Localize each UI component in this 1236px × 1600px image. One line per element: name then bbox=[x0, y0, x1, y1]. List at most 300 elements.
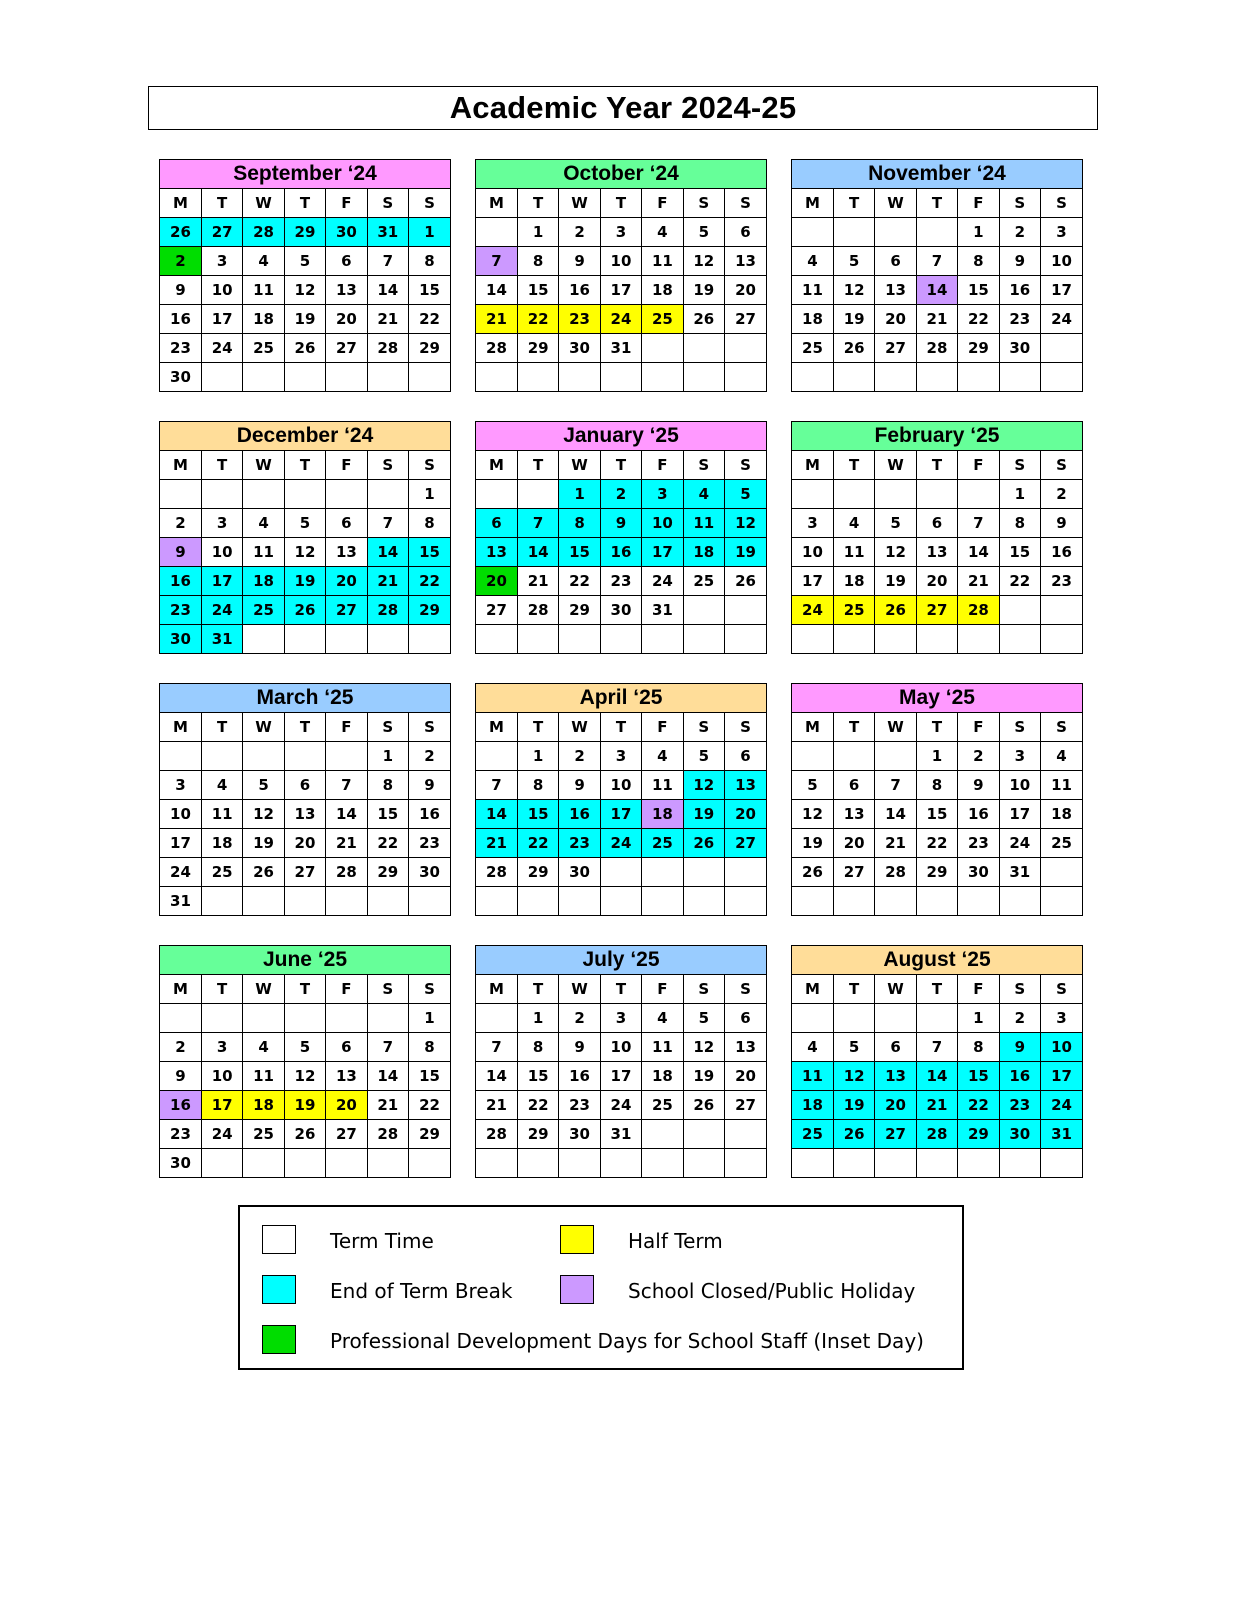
empty-day-cell bbox=[559, 1149, 600, 1178]
day-cell: 22 bbox=[517, 1091, 558, 1120]
day-cell: 22 bbox=[409, 1091, 450, 1120]
day-cell: 8 bbox=[517, 1033, 558, 1062]
day-cell: 28 bbox=[243, 218, 284, 247]
day-cell: 14 bbox=[517, 538, 558, 567]
legend-label-end-of-term-break: End of Term Break bbox=[330, 1279, 513, 1303]
day-cell: 8 bbox=[409, 247, 450, 276]
day-cell: 6 bbox=[326, 247, 367, 276]
day-cell: 31 bbox=[201, 625, 242, 654]
empty-day-cell bbox=[683, 1149, 724, 1178]
day-cell: 27 bbox=[725, 305, 766, 334]
day-cell: 20 bbox=[875, 1091, 916, 1120]
week-row bbox=[476, 1149, 766, 1178]
day-cell: 8 bbox=[367, 771, 408, 800]
day-cell: 15 bbox=[517, 276, 558, 305]
day-cell: 1 bbox=[517, 218, 558, 247]
day-cell: 11 bbox=[1041, 771, 1082, 800]
day-cell: 31 bbox=[160, 887, 201, 916]
day-cell: 27 bbox=[725, 829, 766, 858]
day-cell: 29 bbox=[517, 334, 558, 363]
day-cell: 6 bbox=[284, 771, 325, 800]
day-cell: 22 bbox=[958, 305, 999, 334]
day-cell: 14 bbox=[958, 538, 999, 567]
legend-label-inset-day: Professional Development Days for School Staff (Inset Day) bbox=[330, 1329, 924, 1353]
empty-day-cell bbox=[476, 742, 517, 771]
day-cell: 25 bbox=[243, 334, 284, 363]
day-cell: 2 bbox=[559, 218, 600, 247]
day-cell: 5 bbox=[683, 1004, 724, 1033]
day-cell: 14 bbox=[476, 800, 517, 829]
day-cell: 26 bbox=[683, 305, 724, 334]
day-cell: 8 bbox=[958, 247, 999, 276]
day-cell: 26 bbox=[792, 858, 833, 887]
day-cell: 15 bbox=[517, 800, 558, 829]
empty-day-cell bbox=[326, 1004, 367, 1033]
empty-day-cell bbox=[409, 1149, 450, 1178]
month-table bbox=[476, 451, 766, 653]
empty-day-cell bbox=[999, 363, 1040, 392]
day-cell: 4 bbox=[683, 480, 724, 509]
day-cell: 31 bbox=[1041, 1120, 1082, 1149]
empty-day-cell bbox=[916, 625, 957, 654]
day-cell: 19 bbox=[284, 567, 325, 596]
day-cell: 1 bbox=[958, 218, 999, 247]
weekday-label: M bbox=[476, 975, 517, 1004]
week-row bbox=[792, 567, 1082, 596]
day-cell: 3 bbox=[792, 509, 833, 538]
month-title: May ‘25 bbox=[792, 684, 1082, 713]
empty-day-cell bbox=[792, 480, 833, 509]
day-cell: 22 bbox=[999, 567, 1040, 596]
day-cell: 28 bbox=[367, 596, 408, 625]
weekday-label: M bbox=[476, 713, 517, 742]
day-cell: 1 bbox=[409, 218, 450, 247]
day-cell: 28 bbox=[916, 334, 957, 363]
day-cell: 8 bbox=[517, 247, 558, 276]
day-cell: 17 bbox=[1041, 276, 1082, 305]
weekday-header-row bbox=[160, 975, 450, 1004]
day-cell: 23 bbox=[409, 829, 450, 858]
week-row bbox=[160, 771, 450, 800]
empty-day-cell bbox=[517, 887, 558, 916]
day-cell: 13 bbox=[284, 800, 325, 829]
day-cell: 2 bbox=[1041, 480, 1082, 509]
weekday-label: T bbox=[916, 713, 957, 742]
month-table bbox=[792, 451, 1082, 653]
empty-day-cell bbox=[559, 887, 600, 916]
empty-day-cell bbox=[683, 625, 724, 654]
weekday-header-row bbox=[476, 189, 766, 218]
weekday-header-row bbox=[160, 189, 450, 218]
empty-day-cell bbox=[792, 625, 833, 654]
week-row bbox=[160, 887, 450, 916]
weekday-label: W bbox=[875, 713, 916, 742]
week-row bbox=[160, 363, 450, 392]
day-cell: 7 bbox=[875, 771, 916, 800]
empty-day-cell bbox=[476, 363, 517, 392]
month-title: April ‘25 bbox=[476, 684, 766, 713]
week-row bbox=[792, 247, 1082, 276]
empty-day-cell bbox=[999, 625, 1040, 654]
day-cell: 10 bbox=[201, 276, 242, 305]
day-cell: 24 bbox=[201, 334, 242, 363]
day-cell: 21 bbox=[875, 829, 916, 858]
day-cell: 30 bbox=[326, 218, 367, 247]
day-cell: 22 bbox=[517, 305, 558, 334]
day-cell: 6 bbox=[725, 218, 766, 247]
empty-day-cell bbox=[916, 1004, 957, 1033]
day-cell: 22 bbox=[409, 305, 450, 334]
day-cell: 27 bbox=[326, 1120, 367, 1149]
day-cell: 20 bbox=[326, 305, 367, 334]
day-cell: 6 bbox=[476, 509, 517, 538]
empty-day-cell bbox=[683, 1120, 724, 1149]
week-row bbox=[476, 480, 766, 509]
day-cell: 19 bbox=[875, 567, 916, 596]
empty-day-cell bbox=[600, 887, 641, 916]
day-cell: 17 bbox=[600, 800, 641, 829]
week-row bbox=[476, 509, 766, 538]
weekday-label: M bbox=[160, 975, 201, 1004]
weekday-header-row bbox=[160, 713, 450, 742]
day-cell: 11 bbox=[243, 276, 284, 305]
weekday-header-row bbox=[160, 451, 450, 480]
day-cell: 16 bbox=[1041, 538, 1082, 567]
day-cell: 27 bbox=[875, 334, 916, 363]
day-cell: 18 bbox=[1041, 800, 1082, 829]
empty-day-cell bbox=[160, 1004, 201, 1033]
day-cell: 29 bbox=[409, 596, 450, 625]
weekday-label: T bbox=[916, 189, 957, 218]
empty-day-cell bbox=[833, 363, 874, 392]
day-cell: 29 bbox=[559, 596, 600, 625]
week-row bbox=[160, 305, 450, 334]
weekday-label: T bbox=[201, 189, 242, 218]
week-row bbox=[792, 276, 1082, 305]
day-cell: 16 bbox=[999, 276, 1040, 305]
week-row bbox=[160, 858, 450, 887]
day-cell: 8 bbox=[958, 1033, 999, 1062]
month-table bbox=[476, 975, 766, 1177]
day-cell: 31 bbox=[367, 218, 408, 247]
day-cell: 6 bbox=[875, 1033, 916, 1062]
week-row bbox=[476, 742, 766, 771]
day-cell: 23 bbox=[999, 1091, 1040, 1120]
day-cell: 26 bbox=[160, 218, 201, 247]
day-cell: 7 bbox=[517, 509, 558, 538]
empty-day-cell bbox=[367, 887, 408, 916]
day-cell: 31 bbox=[999, 858, 1040, 887]
day-cell: 21 bbox=[367, 305, 408, 334]
day-cell: 17 bbox=[201, 567, 242, 596]
day-cell: 20 bbox=[725, 276, 766, 305]
day-cell: 16 bbox=[559, 1062, 600, 1091]
weekday-label: W bbox=[559, 713, 600, 742]
weekday-label: S bbox=[683, 975, 724, 1004]
day-cell: 12 bbox=[683, 771, 724, 800]
day-cell: 6 bbox=[875, 247, 916, 276]
empty-day-cell bbox=[792, 1149, 833, 1178]
empty-day-cell bbox=[326, 887, 367, 916]
weekday-label: T bbox=[201, 451, 242, 480]
day-cell: 25 bbox=[792, 1120, 833, 1149]
empty-day-cell bbox=[284, 742, 325, 771]
day-cell: 2 bbox=[559, 742, 600, 771]
weekday-label: T bbox=[833, 713, 874, 742]
legend-swatch-term-time bbox=[262, 1225, 296, 1254]
day-cell: 20 bbox=[916, 567, 957, 596]
empty-day-cell bbox=[725, 596, 766, 625]
day-cell: 27 bbox=[833, 858, 874, 887]
day-cell: 6 bbox=[326, 1033, 367, 1062]
day-cell: 5 bbox=[792, 771, 833, 800]
week-row bbox=[160, 247, 450, 276]
day-cell: 15 bbox=[916, 800, 957, 829]
day-cell: 12 bbox=[683, 247, 724, 276]
day-cell: 7 bbox=[367, 247, 408, 276]
day-cell: 18 bbox=[243, 305, 284, 334]
day-cell: 28 bbox=[367, 1120, 408, 1149]
day-cell: 13 bbox=[326, 276, 367, 305]
day-cell: 1 bbox=[958, 1004, 999, 1033]
weekday-label: S bbox=[367, 189, 408, 218]
day-cell: 7 bbox=[326, 771, 367, 800]
day-cell: 2 bbox=[958, 742, 999, 771]
week-row bbox=[476, 829, 766, 858]
day-cell: 27 bbox=[326, 596, 367, 625]
day-cell: 22 bbox=[958, 1091, 999, 1120]
day-cell: 11 bbox=[642, 247, 683, 276]
empty-day-cell bbox=[683, 858, 724, 887]
day-cell: 11 bbox=[642, 1033, 683, 1062]
empty-day-cell bbox=[792, 218, 833, 247]
empty-day-cell bbox=[642, 858, 683, 887]
day-cell: 21 bbox=[517, 567, 558, 596]
day-cell: 26 bbox=[284, 1120, 325, 1149]
weekday-header-row bbox=[792, 713, 1082, 742]
month-table bbox=[160, 975, 450, 1177]
month-calendar bbox=[475, 683, 767, 916]
day-cell: 10 bbox=[642, 509, 683, 538]
empty-day-cell bbox=[243, 1149, 284, 1178]
weekday-label: W bbox=[243, 713, 284, 742]
month-calendar bbox=[159, 945, 451, 1178]
empty-day-cell bbox=[600, 1149, 641, 1178]
day-cell: 9 bbox=[160, 1062, 201, 1091]
empty-day-cell bbox=[326, 363, 367, 392]
weekday-label: F bbox=[326, 451, 367, 480]
day-cell: 15 bbox=[409, 1062, 450, 1091]
day-cell: 27 bbox=[916, 596, 957, 625]
day-cell: 24 bbox=[999, 829, 1040, 858]
weekday-header-row bbox=[476, 713, 766, 742]
day-cell: 3 bbox=[201, 247, 242, 276]
empty-day-cell bbox=[642, 363, 683, 392]
empty-day-cell bbox=[642, 1149, 683, 1178]
week-row bbox=[476, 771, 766, 800]
weekday-label: S bbox=[367, 975, 408, 1004]
empty-day-cell bbox=[875, 218, 916, 247]
day-cell: 2 bbox=[559, 1004, 600, 1033]
day-cell: 21 bbox=[476, 829, 517, 858]
day-cell: 10 bbox=[201, 538, 242, 567]
weekday-label: S bbox=[999, 451, 1040, 480]
weekday-label: T bbox=[833, 975, 874, 1004]
day-cell: 23 bbox=[1041, 567, 1082, 596]
weekday-label: T bbox=[201, 975, 242, 1004]
month-calendar bbox=[475, 421, 767, 654]
day-cell: 16 bbox=[559, 800, 600, 829]
weekday-label: S bbox=[1041, 189, 1082, 218]
day-cell: 17 bbox=[642, 538, 683, 567]
weekday-label: M bbox=[792, 713, 833, 742]
weekday-label: M bbox=[792, 975, 833, 1004]
day-cell: 18 bbox=[792, 305, 833, 334]
day-cell: 14 bbox=[367, 538, 408, 567]
day-cell: 13 bbox=[916, 538, 957, 567]
empty-day-cell bbox=[1041, 334, 1082, 363]
empty-day-cell bbox=[999, 596, 1040, 625]
legend-label-half-term: Half Term bbox=[628, 1229, 723, 1253]
empty-day-cell bbox=[833, 742, 874, 771]
weekday-label: S bbox=[999, 975, 1040, 1004]
day-cell: 24 bbox=[600, 1091, 641, 1120]
day-cell: 5 bbox=[833, 1033, 874, 1062]
empty-day-cell bbox=[160, 742, 201, 771]
weekday-label: W bbox=[559, 451, 600, 480]
week-row bbox=[792, 596, 1082, 625]
weekday-label: W bbox=[243, 451, 284, 480]
weekday-label: T bbox=[600, 451, 641, 480]
empty-day-cell bbox=[517, 625, 558, 654]
day-cell: 14 bbox=[476, 1062, 517, 1091]
day-cell: 20 bbox=[326, 1091, 367, 1120]
day-cell: 25 bbox=[642, 829, 683, 858]
day-cell: 7 bbox=[476, 1033, 517, 1062]
day-cell: 2 bbox=[160, 509, 201, 538]
day-cell: 26 bbox=[683, 829, 724, 858]
empty-day-cell bbox=[517, 363, 558, 392]
day-cell: 6 bbox=[725, 742, 766, 771]
day-cell: 17 bbox=[792, 567, 833, 596]
day-cell: 19 bbox=[683, 276, 724, 305]
weekday-label: F bbox=[642, 713, 683, 742]
day-cell: 5 bbox=[683, 218, 724, 247]
month-calendar bbox=[791, 945, 1083, 1178]
weekday-label: T bbox=[833, 189, 874, 218]
month-title: March ‘25 bbox=[160, 684, 450, 713]
empty-day-cell bbox=[875, 887, 916, 916]
day-cell: 2 bbox=[160, 247, 201, 276]
day-cell: 31 bbox=[600, 1120, 641, 1149]
day-cell: 21 bbox=[326, 829, 367, 858]
empty-day-cell bbox=[160, 480, 201, 509]
day-cell: 14 bbox=[326, 800, 367, 829]
day-cell: 13 bbox=[875, 276, 916, 305]
day-cell: 30 bbox=[559, 334, 600, 363]
empty-day-cell bbox=[1041, 1149, 1082, 1178]
empty-day-cell bbox=[201, 480, 242, 509]
day-cell: 8 bbox=[409, 509, 450, 538]
day-cell: 15 bbox=[559, 538, 600, 567]
empty-day-cell bbox=[999, 1149, 1040, 1178]
day-cell: 10 bbox=[999, 771, 1040, 800]
day-cell: 29 bbox=[409, 1120, 450, 1149]
weekday-header-row bbox=[476, 975, 766, 1004]
empty-day-cell bbox=[476, 887, 517, 916]
day-cell: 24 bbox=[600, 829, 641, 858]
week-row bbox=[476, 218, 766, 247]
day-cell: 22 bbox=[559, 567, 600, 596]
empty-day-cell bbox=[559, 363, 600, 392]
day-cell: 15 bbox=[958, 276, 999, 305]
day-cell: 11 bbox=[792, 276, 833, 305]
day-cell: 5 bbox=[833, 247, 874, 276]
day-cell: 24 bbox=[600, 305, 641, 334]
day-cell: 4 bbox=[792, 1033, 833, 1062]
day-cell: 12 bbox=[243, 800, 284, 829]
day-cell: 30 bbox=[160, 363, 201, 392]
empty-day-cell bbox=[875, 1004, 916, 1033]
weekday-label: W bbox=[243, 975, 284, 1004]
week-row bbox=[476, 305, 766, 334]
empty-day-cell bbox=[833, 1149, 874, 1178]
day-cell: 13 bbox=[326, 538, 367, 567]
day-cell: 20 bbox=[833, 829, 874, 858]
empty-day-cell bbox=[875, 1149, 916, 1178]
day-cell: 18 bbox=[201, 829, 242, 858]
month-title: September ‘24 bbox=[160, 160, 450, 189]
day-cell: 8 bbox=[409, 1033, 450, 1062]
weekday-label: F bbox=[326, 189, 367, 218]
weekday-label: S bbox=[409, 975, 450, 1004]
day-cell: 4 bbox=[642, 742, 683, 771]
day-cell: 5 bbox=[243, 771, 284, 800]
weekday-label: W bbox=[875, 451, 916, 480]
day-cell: 8 bbox=[517, 771, 558, 800]
empty-day-cell bbox=[725, 1120, 766, 1149]
day-cell: 9 bbox=[559, 247, 600, 276]
empty-day-cell bbox=[600, 625, 641, 654]
empty-day-cell bbox=[476, 218, 517, 247]
day-cell: 26 bbox=[833, 1120, 874, 1149]
empty-day-cell bbox=[725, 363, 766, 392]
day-cell: 28 bbox=[517, 596, 558, 625]
day-cell: 13 bbox=[725, 1033, 766, 1062]
week-row bbox=[160, 1091, 450, 1120]
empty-day-cell bbox=[284, 480, 325, 509]
week-row bbox=[476, 567, 766, 596]
day-cell: 13 bbox=[875, 1062, 916, 1091]
day-cell: 15 bbox=[958, 1062, 999, 1091]
weekday-label: T bbox=[284, 189, 325, 218]
empty-day-cell bbox=[1041, 625, 1082, 654]
legend-label-school-closed: School Closed/Public Holiday bbox=[628, 1279, 916, 1303]
week-row bbox=[160, 800, 450, 829]
weekday-label: T bbox=[916, 975, 957, 1004]
week-row bbox=[160, 1033, 450, 1062]
month-title: July ‘25 bbox=[476, 946, 766, 975]
day-cell: 28 bbox=[476, 334, 517, 363]
empty-day-cell bbox=[833, 218, 874, 247]
weekday-label: F bbox=[326, 713, 367, 742]
weekday-label: S bbox=[1041, 451, 1082, 480]
day-cell: 15 bbox=[367, 800, 408, 829]
weekday-header-row bbox=[792, 189, 1082, 218]
day-cell: 23 bbox=[160, 1120, 201, 1149]
empty-day-cell bbox=[792, 887, 833, 916]
day-cell: 10 bbox=[1041, 247, 1082, 276]
